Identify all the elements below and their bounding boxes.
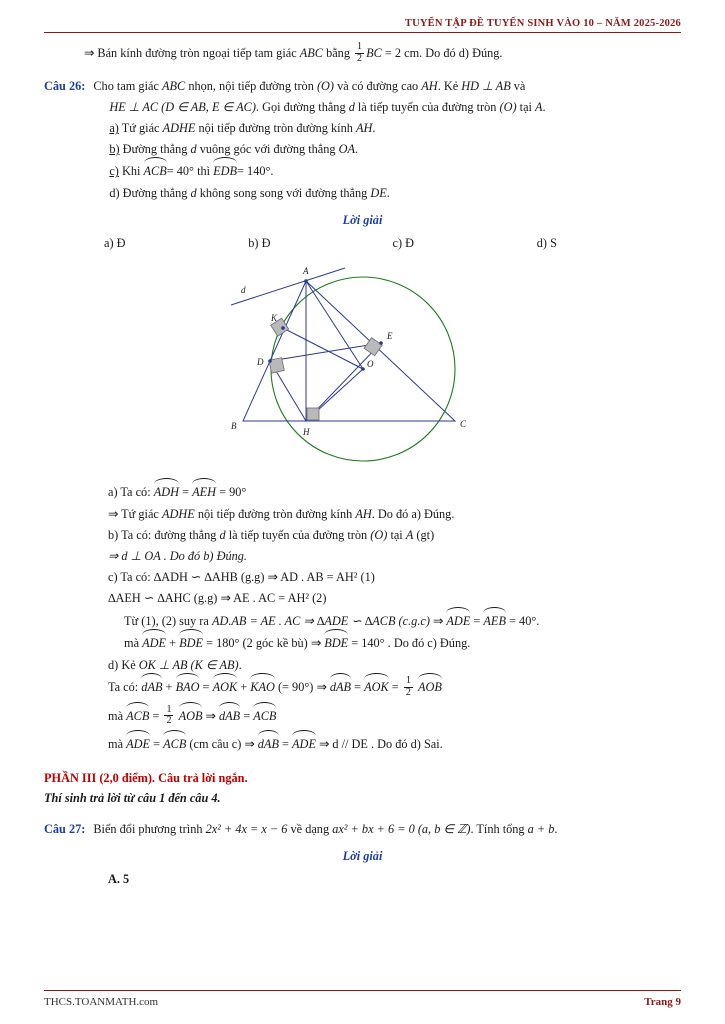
sol-a2-t3: . Do đó a) Đúng. xyxy=(371,507,455,522)
sol-line-b xyxy=(108,526,681,545)
sol-b-t1: b) Ta có: đường thẳng xyxy=(108,528,217,543)
segment-ao xyxy=(306,281,363,369)
part-3-subtitle: Thí sinh trả lời từ câu 1 đến câu 4. xyxy=(44,790,221,805)
angle-acb-4 xyxy=(163,734,186,755)
q26-he: HE ⊥ AC xyxy=(109,100,159,115)
sol-b-i3: A xyxy=(405,528,414,543)
q26-item-a xyxy=(93,119,681,138)
q26-rest2: là tiếp tuyến của đường tròn xyxy=(357,100,497,115)
q26-item-c-t5: . xyxy=(270,164,274,179)
sol-line-c1 xyxy=(108,568,681,587)
sol-c4-t4: (2 góc kề bù) ⇒ xyxy=(242,636,322,651)
q26-item-c-t2: = 40° xyxy=(166,164,194,179)
sol-a-ang2: AEH xyxy=(192,485,216,500)
q26-item-b-i2: OA xyxy=(338,142,356,157)
point-d xyxy=(268,360,272,364)
q26-o2: (O) xyxy=(499,100,517,115)
angle-dab-1 xyxy=(141,677,162,698)
sol-c4-ang3: BDE xyxy=(324,636,349,651)
top-bc: BC xyxy=(366,45,382,60)
q27-eqn: 2x² + 4x = x − 6 xyxy=(205,821,288,836)
angle-ade-2 xyxy=(142,633,166,654)
sol-d2-ang4: KAO xyxy=(250,680,275,695)
sol-d2-t5: (= 90°) xyxy=(277,680,314,695)
top-eq: = 2 cm xyxy=(384,45,420,60)
sol-line-b2 xyxy=(108,547,681,566)
q26-a: A xyxy=(535,100,543,115)
angle-aok-2 xyxy=(364,677,389,698)
q26-item-d-t1: Đường thẳng xyxy=(122,186,188,201)
question-27 xyxy=(44,820,681,841)
sol-c3-ang1: ADE xyxy=(446,613,471,628)
angle-dab-4 xyxy=(258,734,279,755)
segment-ok xyxy=(283,328,363,369)
q26-s1: Cho tam giác xyxy=(93,79,159,94)
sol-line-a2 xyxy=(108,505,681,524)
sol-a-t1: a) Ta có: xyxy=(108,485,151,500)
fraction-one-half xyxy=(355,42,364,64)
angle-edb-1 xyxy=(213,161,237,182)
part-3-title: PHẦN III (2,0 điểm). Câu trả lời ngắn. xyxy=(44,770,248,785)
angle-aok-1 xyxy=(213,677,238,698)
sol-d2-ang7: AOB xyxy=(417,680,442,695)
sol-d4-t3: (cm câu c) xyxy=(189,736,242,751)
sol-d4-ang2: ACB xyxy=(163,736,187,751)
frac2-den: 2 xyxy=(166,715,172,727)
triangle-abc xyxy=(240,281,455,421)
question-26 xyxy=(44,77,681,205)
sol-d2-ang6: AOK xyxy=(364,680,389,695)
figure-label-e: E xyxy=(386,331,392,342)
angle-bao xyxy=(176,677,200,698)
sol-d2-t4: + xyxy=(240,680,248,695)
q26-o: (O) xyxy=(316,79,335,94)
angle-aeb-1 xyxy=(483,611,506,632)
figure-label-c: C xyxy=(459,419,466,430)
q26-item-c-t3: thì xyxy=(197,164,211,179)
sol-c4-t1: mà xyxy=(124,636,140,651)
right-angle-mark-h xyxy=(307,408,319,420)
q26-answer-d: d) S xyxy=(536,236,557,251)
sol-d2-t7: = xyxy=(354,680,362,695)
sol-c4-ang2: BDE xyxy=(179,636,204,651)
sol-c4-t3: = 180° xyxy=(206,636,240,651)
angle-acb-1 xyxy=(144,161,167,182)
sol-d2-ang2: BAO xyxy=(175,680,200,695)
q26-cond: (D ∈ AB, E ∈ AC) xyxy=(161,100,256,115)
figure-label-a: A xyxy=(302,266,308,277)
top-mid: bằng xyxy=(326,45,350,60)
q26-answer-a: a) Đ xyxy=(104,236,126,251)
sol-line-d3 xyxy=(108,703,681,728)
sol-d2-t3: = xyxy=(202,680,210,695)
q26-s5: và xyxy=(513,79,526,94)
angle-kao xyxy=(250,677,275,698)
angle-acb-3 xyxy=(253,706,276,727)
point-a xyxy=(304,280,308,284)
q26-item-a-i1: ADHE xyxy=(162,121,196,136)
q26-item-c-ang1: ACB xyxy=(143,164,167,179)
q26-stem-line-2 xyxy=(93,98,681,117)
footer-site: THCS.TOANMATH.com xyxy=(44,996,159,1008)
sol-d2-t1: Ta có: xyxy=(108,680,139,695)
sol-d4-t5: = xyxy=(282,736,289,751)
sol-line-d4 xyxy=(108,734,681,755)
sol-line-a xyxy=(108,482,681,503)
sol-c2-t1: ∆AEH ∽ ∆AHC (g.g) ⇒ AE . AC = AH² (2) xyxy=(108,591,327,606)
figure-label-o: O xyxy=(366,359,373,370)
angle-ade-1 xyxy=(446,611,470,632)
sol-line-c4 xyxy=(108,633,681,654)
figure-label-b: B xyxy=(230,421,236,432)
q27-answer: A. 5 xyxy=(108,871,130,886)
q26-d: d xyxy=(348,100,355,115)
tangent-line-d xyxy=(231,268,345,305)
q26-item-b xyxy=(93,140,681,159)
fraction-half-1 xyxy=(404,676,413,698)
top-continuation-line xyxy=(44,43,681,65)
q27-stem xyxy=(93,820,681,839)
sol-c1-t1: c) Ta có: ∆ADH ∽ ∆AHB (g.g) ⇒ AD . AB = AH² (1) xyxy=(108,570,375,585)
figure-label-d-line: d xyxy=(240,285,245,296)
q27-t1: Biến đổi phương trình xyxy=(93,821,203,836)
q26-item-a-t3: . xyxy=(372,121,376,136)
sol-c4-t5: = 140° . Do đó c) Đúng. xyxy=(351,636,471,651)
q26-item-d-t3: . xyxy=(386,186,390,201)
sol-line-c3 xyxy=(108,611,681,632)
angle-bde-2 xyxy=(324,633,348,654)
q26-abc: ABC xyxy=(162,79,186,94)
q26-s4: . Kẻ xyxy=(437,79,459,94)
figure-label-k: K xyxy=(270,313,277,324)
angle-aob-1 xyxy=(418,677,442,698)
sol-c3-t5: = 40°. xyxy=(509,613,540,628)
q26-loigiai-heading: Lời giải xyxy=(342,213,383,228)
sol-d2-t2: + xyxy=(165,680,173,695)
q26-item-d-tag: d) xyxy=(109,186,120,201)
q26-item-d xyxy=(93,184,681,203)
right-angle-mark-e xyxy=(364,338,382,356)
sol-d4-ang4: ADE xyxy=(292,736,316,751)
fraction-denominator: 2 xyxy=(357,52,363,64)
figure-label-d: D xyxy=(256,357,263,368)
sol-c4-t2: + xyxy=(169,636,177,651)
sol-a-ang1: ADH xyxy=(153,485,179,500)
question-27-label: Câu 27: xyxy=(44,821,86,836)
q27-t3: . Tính tổng xyxy=(470,821,525,836)
q26-hdab: HD ⊥ AB xyxy=(461,79,511,94)
angle-ade-4 xyxy=(292,734,316,755)
q26-answer-b: b) Đ xyxy=(248,236,271,251)
top-abc: ABC xyxy=(299,45,323,60)
sol-d3-t4: = xyxy=(243,708,251,723)
sol-d4-ang3: dAB xyxy=(257,736,279,751)
sol-line-d2 xyxy=(108,677,681,699)
q26-solution xyxy=(44,482,681,754)
q27-form: ax² + bx + 6 = 0 xyxy=(332,821,415,836)
angle-bde-1 xyxy=(179,633,203,654)
sol-d3-ang3: dAB xyxy=(218,708,241,723)
angle-dab-2 xyxy=(330,677,351,698)
sol-d4-t1: mà xyxy=(108,736,124,751)
q26-stem-line-1 xyxy=(93,77,681,96)
question-26-label: Câu 26: xyxy=(44,79,86,94)
angle-aeh xyxy=(192,482,216,503)
sol-c3-t1: Từ (1), (2) suy ra xyxy=(124,613,209,628)
sol-c4-ang1: ADE xyxy=(142,636,167,651)
footer-page-number: Trang 9 xyxy=(644,996,681,1008)
q26-item-c-tag: c) xyxy=(109,164,119,179)
q26-item-a-t1: Tứ giác xyxy=(121,121,160,136)
top-tail: . Do đó d) Đúng. xyxy=(419,45,503,60)
sol-line-d1 xyxy=(108,656,681,675)
q26-item-c xyxy=(93,161,681,182)
q26-item-d-i1: d xyxy=(190,186,197,201)
sol-d1-t1: d) Kẻ xyxy=(108,658,136,673)
angle-dab-3 xyxy=(219,706,240,727)
angle-acb-2 xyxy=(126,706,149,727)
sol-d4-t2: = xyxy=(153,736,161,751)
sol-b-t4: (gt) xyxy=(416,528,435,543)
frac1-num: 1 xyxy=(405,675,411,687)
q26-answer-c: c) Đ xyxy=(392,236,415,251)
fraction-half-2 xyxy=(164,705,173,727)
sol-d2-ang1: dAB xyxy=(141,680,163,695)
q26-item-b-tag: b) xyxy=(109,142,120,157)
q26-item-a-i2: AH xyxy=(355,121,373,136)
point-o xyxy=(361,368,365,372)
sol-b2-t1: ⇒ d ⊥ OA . Do đó b) Đúng. xyxy=(108,549,247,564)
sol-c3-t4: = xyxy=(473,613,481,628)
q26-at: tại xyxy=(519,100,532,115)
sol-d4-t6: ⇒ d // DE . Do đó d) Sai. xyxy=(319,736,443,751)
sol-a2-t2: nội tiếp đường tròn đường kính xyxy=(197,507,353,522)
sol-d3-t3: ⇒ xyxy=(205,708,216,723)
sol-b-i1: d xyxy=(219,528,226,543)
sol-a2-i1: ADHE xyxy=(161,507,195,522)
sol-a-eq: = xyxy=(182,485,189,500)
top-prefix: ⇒ Bán kính đường tròn ngoại tiếp tam giác xyxy=(84,45,297,60)
header-title: TUYỂN TẬP ĐỀ TUYỂN SINH VÀO 10 – NĂM 2025-2026 xyxy=(404,18,681,29)
sol-d2-t6: ⇒ xyxy=(316,680,327,695)
q26-answers-row xyxy=(44,234,681,253)
sol-c3-t2: AD.AB = AE . AC ⇒ ∆ADE ∽ ∆ACB (c.g.c) xyxy=(211,613,430,628)
q26-item-b-t1: Đường thẳng xyxy=(122,142,188,157)
q27-t4: . xyxy=(554,821,558,836)
frac1-den: 2 xyxy=(405,687,411,699)
sol-d3-ang4: ACB xyxy=(253,708,277,723)
q26-rest: . Gọi đường thẳng xyxy=(255,100,346,115)
sol-c3-ang2: AEB xyxy=(483,613,506,628)
document-body xyxy=(44,33,681,889)
page-footer xyxy=(44,990,681,1008)
sol-c3-t3: ⇒ xyxy=(433,613,444,628)
q26-item-a-t2: nội tiếp đường tròn đường kính xyxy=(198,121,353,136)
question-27-body xyxy=(93,820,681,841)
point-k xyxy=(281,327,285,331)
q26-s3: và có đường cao xyxy=(337,79,419,94)
sol-b-i2: (O) xyxy=(370,528,388,543)
q27-t2: về dạng xyxy=(290,821,330,836)
segment-de xyxy=(270,343,381,361)
sol-a2-t1: ⇒ Tứ giác xyxy=(108,507,159,522)
q26-item-d-t2: không song song với đường thẳng xyxy=(199,186,368,201)
sol-b-t2: là tiếp tuyến của đường tròn xyxy=(228,528,368,543)
sol-d3-t2: = xyxy=(152,708,160,723)
sol-line-c2 xyxy=(108,589,681,608)
sol-d3-ang1: ACB xyxy=(126,708,150,723)
q26-ah: AH xyxy=(421,79,438,94)
footer-divider xyxy=(44,990,681,991)
q26-item-d-i2: DE xyxy=(370,186,387,201)
q26-s2: nhọn, nội tiếp đường tròn xyxy=(188,79,314,94)
q26-item-b-t2: vuông góc với đường thẳng xyxy=(199,142,336,157)
q27-cond: (a, b ∈ ℤ) xyxy=(417,821,471,836)
q27-loigiai-heading: Lời giải xyxy=(342,848,383,863)
q26-item-c-t4: = 140° xyxy=(237,164,271,179)
figure-label-h: H xyxy=(302,427,309,438)
sol-d1-t2: . xyxy=(238,658,242,673)
q27-sum: a + b xyxy=(527,821,555,836)
q26-item-c-t1: Khi xyxy=(121,164,141,179)
sol-d3-t1: mà xyxy=(108,708,124,723)
fraction-numerator: 1 xyxy=(357,41,363,52)
sol-a-t2: = 90° xyxy=(219,485,247,500)
sol-d3-ang2: AOB xyxy=(178,708,203,723)
page-header xyxy=(44,0,681,29)
q26-dot: . xyxy=(542,100,546,115)
q26-item-b-i1: d xyxy=(190,142,197,157)
point-e xyxy=(379,342,383,346)
sol-d4-t4: ⇒ xyxy=(244,736,255,751)
sol-b-t3: tại xyxy=(390,528,403,543)
sol-a2-i2: AH xyxy=(355,507,372,522)
sol-d2-t8: = xyxy=(391,680,399,695)
q26-item-b-t3: . xyxy=(355,142,359,157)
sol-d4-ang1: ADE xyxy=(126,736,151,751)
question-26-body xyxy=(93,77,681,205)
frac2-num: 1 xyxy=(166,703,172,715)
q26-item-a-tag: a) xyxy=(109,121,119,136)
geometry-figure xyxy=(213,261,513,476)
sol-d1-i1: OK ⊥ AB (K ∈ AB) xyxy=(138,658,239,673)
angle-adh xyxy=(154,482,179,503)
sol-d2-ang5: dAB xyxy=(329,680,352,695)
sol-d2-ang3: AOK xyxy=(212,680,238,695)
q26-item-c-ang2: EDB xyxy=(213,164,238,179)
angle-ade-3 xyxy=(126,734,150,755)
angle-aob-2 xyxy=(179,706,203,727)
